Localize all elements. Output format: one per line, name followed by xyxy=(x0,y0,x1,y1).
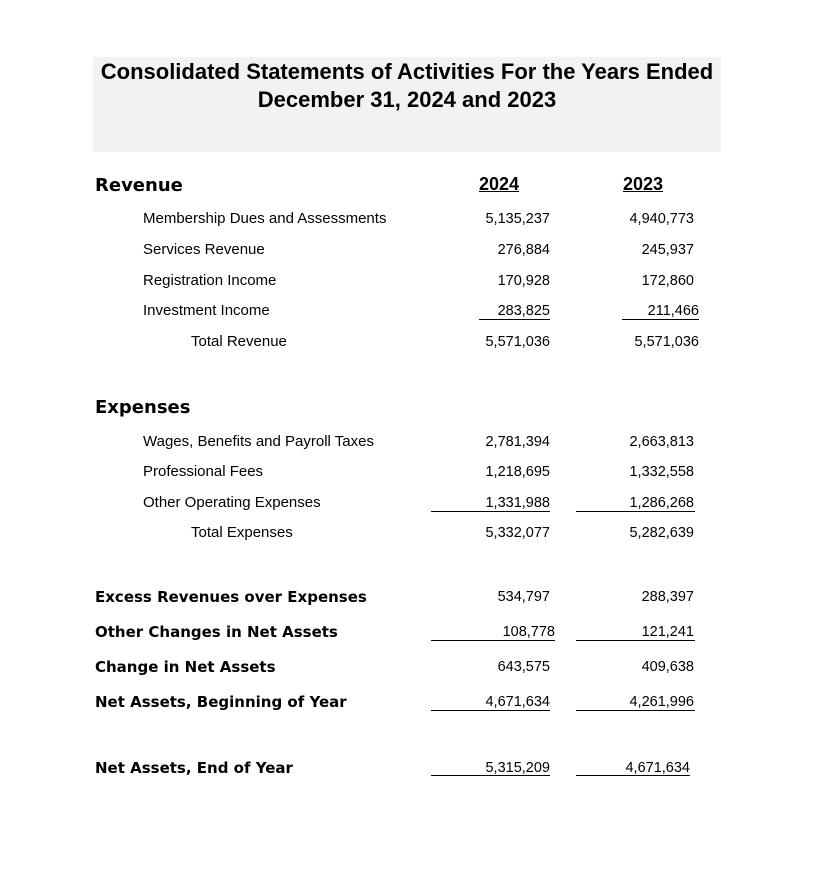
row-label-wages-benefits: Wages, Benefits and Payroll Taxes xyxy=(143,433,374,450)
row-label-professional-fees: Professional Fees xyxy=(143,463,264,480)
underline-2024-other-operating xyxy=(431,511,550,512)
value-2024-net-assets-beginning: 4,671,634 xyxy=(485,694,550,710)
value-2023-wages-benefits: 2,663,813 xyxy=(629,434,694,450)
value-2024-professional-fees: 1,218,695 xyxy=(485,464,550,480)
value-2024-wages-benefits: 2,781,394 xyxy=(485,434,550,450)
value-2023-professional-fees: 1,332,558 xyxy=(629,464,694,480)
value-2024-total-expenses: 5,332,077 xyxy=(485,525,550,541)
value-2023-registration-income: 172,860 xyxy=(641,273,694,289)
row-label-total-expenses: Total Expenses xyxy=(191,524,293,541)
page-title: Consolidated Statements of Activities For the Years Ended December 31, 2024 and 2023 xyxy=(100,59,714,112)
underline-2023-net-assets-beginning xyxy=(576,710,695,711)
value-2023-change-in-net-assets: 409,638 xyxy=(641,659,694,675)
value-2023-total-expenses: 5,282,639 xyxy=(629,525,694,541)
underline-2023-investment-income xyxy=(622,319,699,320)
value-2023-other-changes: 121,241 xyxy=(641,624,694,640)
value-2024-services-revenue: 276,884 xyxy=(497,242,550,258)
row-label-excess-revenues: Excess Revenues over Expenses xyxy=(95,588,367,606)
row-label-net-assets-end: Net Assets, End of Year xyxy=(95,759,293,777)
value-2024-change-in-net-assets: 643,575 xyxy=(497,659,550,675)
value-2023-excess-revenues: 288,397 xyxy=(641,589,694,605)
column-header-2023: 2023 xyxy=(623,174,664,194)
value-2023-investment-income: 211,466 xyxy=(647,303,699,319)
value-2023-services-revenue: 245,937 xyxy=(641,242,694,258)
row-label-membership-dues: Membership Dues and Assessments xyxy=(143,210,387,227)
value-2023-net-assets-beginning: 4,261,996 xyxy=(629,694,694,710)
column-header-2024: 2024 xyxy=(479,174,520,194)
value-2023-membership-dues: 4,940,773 xyxy=(629,211,694,227)
expenses-heading: Expenses xyxy=(95,397,191,418)
value-2024-net-assets-end: 5,315,209 xyxy=(485,760,550,776)
row-label-services-revenue: Services Revenue xyxy=(143,241,265,258)
value-2024-membership-dues: 5,135,237 xyxy=(485,211,550,227)
row-label-investment-income: Investment Income xyxy=(143,302,270,319)
value-2023-total-revenue: 5,571,036 xyxy=(634,334,699,350)
underline-2024-other-changes xyxy=(431,640,555,641)
value-2024-investment-income: 283,825 xyxy=(497,303,550,319)
row-label-total-revenue: Total Revenue xyxy=(191,333,287,350)
underline-2024-investment-income xyxy=(479,319,550,320)
value-2024-other-changes: 108,778 xyxy=(502,624,555,640)
value-2024-other-operating-expenses: 1,331,988 xyxy=(485,495,550,511)
value-2024-excess-revenues: 534,797 xyxy=(497,589,550,605)
revenue-heading: Revenue xyxy=(95,175,183,196)
row-label-net-assets-beginning: Net Assets, Beginning of Year xyxy=(95,693,347,711)
row-label-other-changes: Other Changes in Net Assets xyxy=(95,623,338,641)
value-2023-net-assets-end: 4,671,634 xyxy=(625,760,690,776)
value-2024-total-revenue: 5,571,036 xyxy=(485,334,550,350)
row-label-other-operating-expenses: Other Operating Expenses xyxy=(143,494,321,511)
row-label-registration-income: Registration Income xyxy=(143,272,277,289)
underline-2023-other-operating xyxy=(576,511,695,512)
underline-2024-net-assets-beginning xyxy=(431,710,550,711)
underline-2023-other-changes xyxy=(576,640,695,641)
row-label-change-in-net-assets: Change in Net Assets xyxy=(95,658,276,676)
value-2024-registration-income: 170,928 xyxy=(497,273,550,289)
value-2023-other-operating-expenses: 1,286,268 xyxy=(629,495,694,511)
